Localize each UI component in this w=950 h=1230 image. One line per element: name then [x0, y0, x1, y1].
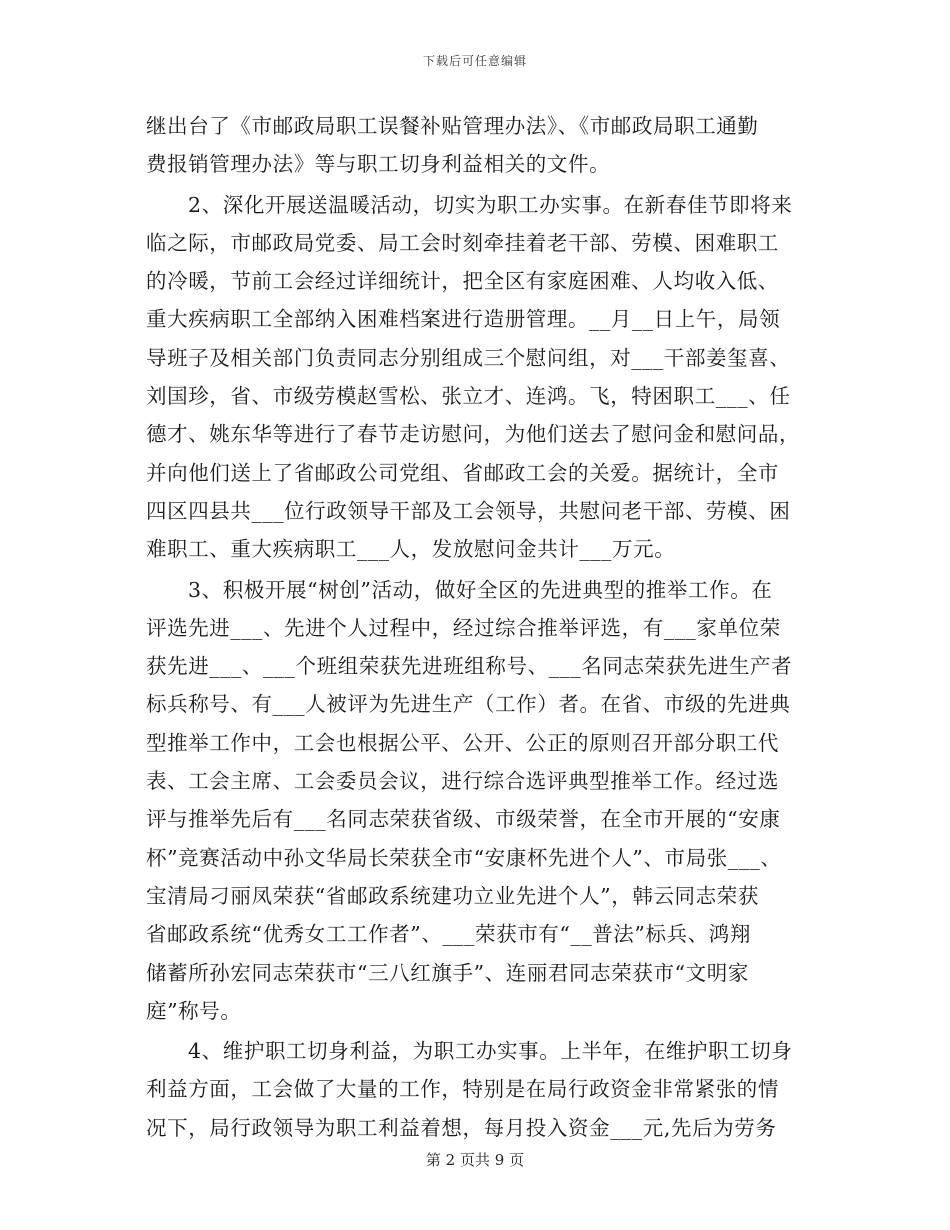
paragraph — [146, 107, 816, 184]
text-line: 难职工、重大疾病职工___人，发放慰问金共计___万元。 — [146, 537, 676, 562]
text-line: 利益方面，工会做了大量的工作，特别是在局行政资金非常紧张的情 — [146, 1077, 779, 1102]
text-line: 继出台了《市邮政局职工误餐补贴管理办法》、《市邮政局职工通勤 — [146, 114, 759, 138]
text-line: 表、工会主席、工会委员会议，进行综合选评典型推举工作。经过选 — [146, 769, 779, 794]
text-line: 的冷暖，节前工会经过详细统计，把全区有家庭困难、人均收入低、 — [146, 269, 779, 294]
paragraph — [146, 1032, 816, 1147]
text-line: 2、深化开展送温暖活动，切实为职工办实事。在新春佳节即将来 — [188, 192, 793, 217]
text-line: 型推举工作中，工会也根据公平、公开、公正的原则召开部分职工代 — [146, 730, 779, 755]
text-line: 储蓄所孙宏同志荣获市“三八红旗手”、连丽君同志荣获市“文明家 — [146, 960, 749, 985]
paragraph — [146, 571, 816, 1031]
paragraph — [146, 186, 816, 569]
text-line: 获先进___、___个班组荣获先进班组称号、___名同志荣获先进生产者 — [146, 654, 793, 679]
text-line: 4、维护职工切身利益，为职工办实事。上半年，在维护职工切身 — [188, 1039, 793, 1064]
page-header: 下载后可任意编辑 — [422, 54, 527, 68]
text-line: 省邮政系统“优秀女工工作者”、___荣获市有“__普法”标兵、鸿翔 — [146, 922, 751, 947]
text-line: 重大疾病职工全部纳入困难档案进行造册管理。__月__日上午，局领 — [146, 307, 781, 332]
text-line: 并向他们送上了省邮政公司党组、省邮政工会的关爱。据统计，全市 — [146, 460, 779, 485]
text-line: 庭”称号。 — [146, 998, 242, 1023]
text-line: 德才、姚东华等进行了春节走访慰问，为他们送去了慰问金和慰问品， — [146, 422, 801, 447]
text-line: 四区四县共___位行政领导干部及工会领导，共慰问老干部、劳模、困 — [146, 498, 791, 523]
text-line: 费报销管理办法》等与职工切身利益相关的文件。 — [146, 152, 611, 177]
text-line: 宝清局刁丽凤荣获“省邮政系统建功立业先进个人”，韩云同志荣获 — [146, 883, 759, 908]
page-number: 第 2 页共 9 页 — [425, 1151, 525, 1169]
text-line: 评选先进___、先进个人过程中，经过综合推举评选，有___家单位荣 — [146, 615, 781, 640]
text-line: 杯”竞赛活动中孙文华局长荣获全市“安康杯先进个人”、市局张___、 — [146, 845, 782, 870]
text-line: 刘国珍，省、市级劳模赵雪松、张立才、连鸿。飞，特困职工___、任 — [146, 384, 791, 409]
text-line: 临之际，市邮政局党委、局工会时刻牵挂着老干部、劳模、困难职工 — [146, 230, 779, 255]
document-body — [146, 107, 816, 1147]
text-line: 况下，局行政领导为职工利益着想，每月投入资金___元,先后为劳务 — [146, 1115, 777, 1140]
text-line: 评与推举先后有___名同志荣获省级、市级荣誉，在全市开展的“安康 — [146, 807, 781, 832]
text-line: 3、积极开展“树创”活动，做好全区的先进典型的推举工作。在 — [188, 577, 773, 602]
text-line: 标兵称号、有___人被评为先进生产（工作）者。在省、市级的先进典 — [146, 692, 791, 717]
text-line: 导班子及相关部门负责同志分别组成三个慰问组，对___干部姜玺喜、 — [146, 345, 791, 370]
